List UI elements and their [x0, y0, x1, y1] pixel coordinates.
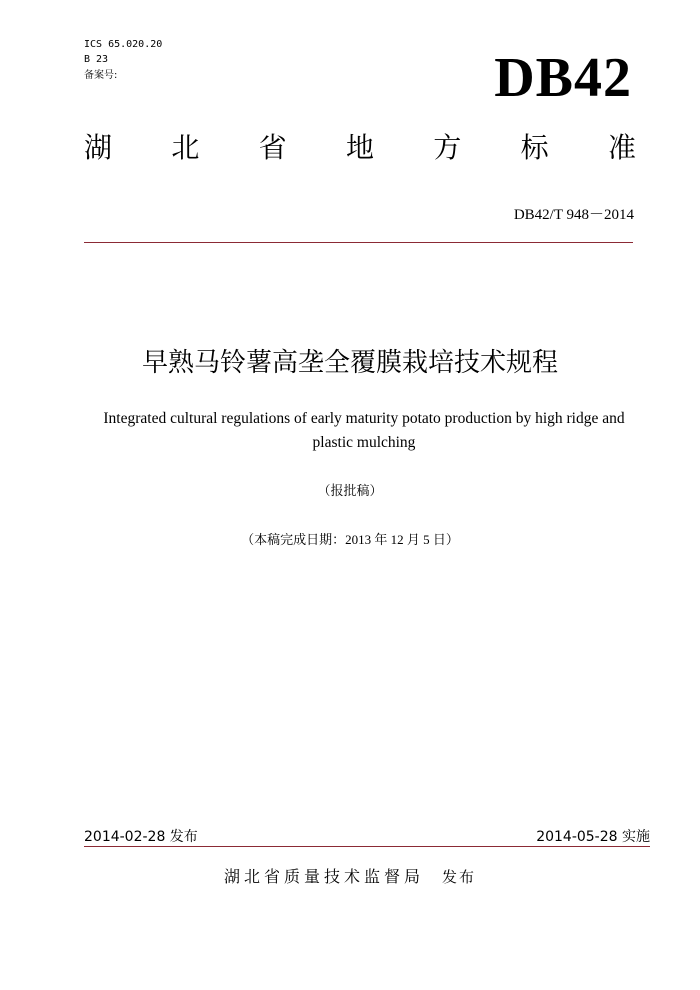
title-chinese: 早熟马铃薯高垄全覆膜栽培技术规程 [141, 348, 558, 378]
standard-type-char: 湖 [84, 131, 113, 164]
implement-date: 2014-05-28 实施 [536, 829, 650, 845]
record-number-label: 备案号: [84, 70, 118, 81]
title-english: Integrated cultural regulations of early maturity potato production by high ridge and plastic mulching [103, 410, 625, 451]
standard-type-heading [84, 128, 636, 168]
standard-type-char: 准 [607, 131, 636, 164]
ics-code: ICS 65.020.20 [84, 39, 163, 50]
standard-number: DB42/T 948－2014 [513, 207, 634, 223]
publish-date: 2014-02-28 发布 [84, 829, 198, 845]
completion-date: （本稿完成日期：2013 年 12 月 5 日） [241, 532, 459, 547]
standard-type-char: 北 [171, 131, 200, 164]
standard-type-char: 省 [258, 131, 287, 164]
classification-code: B 23 [84, 54, 109, 65]
issuer-line [0, 866, 700, 888]
header-divider [84, 242, 633, 243]
issuer-organization: 湖北省质量技术监督局 [223, 867, 424, 886]
issuer-action: 发布 [442, 868, 477, 886]
draft-status: （报批稿） [317, 484, 383, 499]
footer-divider [84, 846, 650, 847]
standard-code-logo: DB42 [494, 47, 632, 109]
standard-type-char: 方 [433, 131, 462, 164]
standard-type-char: 地 [345, 131, 374, 164]
standard-type-char: 标 [520, 131, 549, 164]
